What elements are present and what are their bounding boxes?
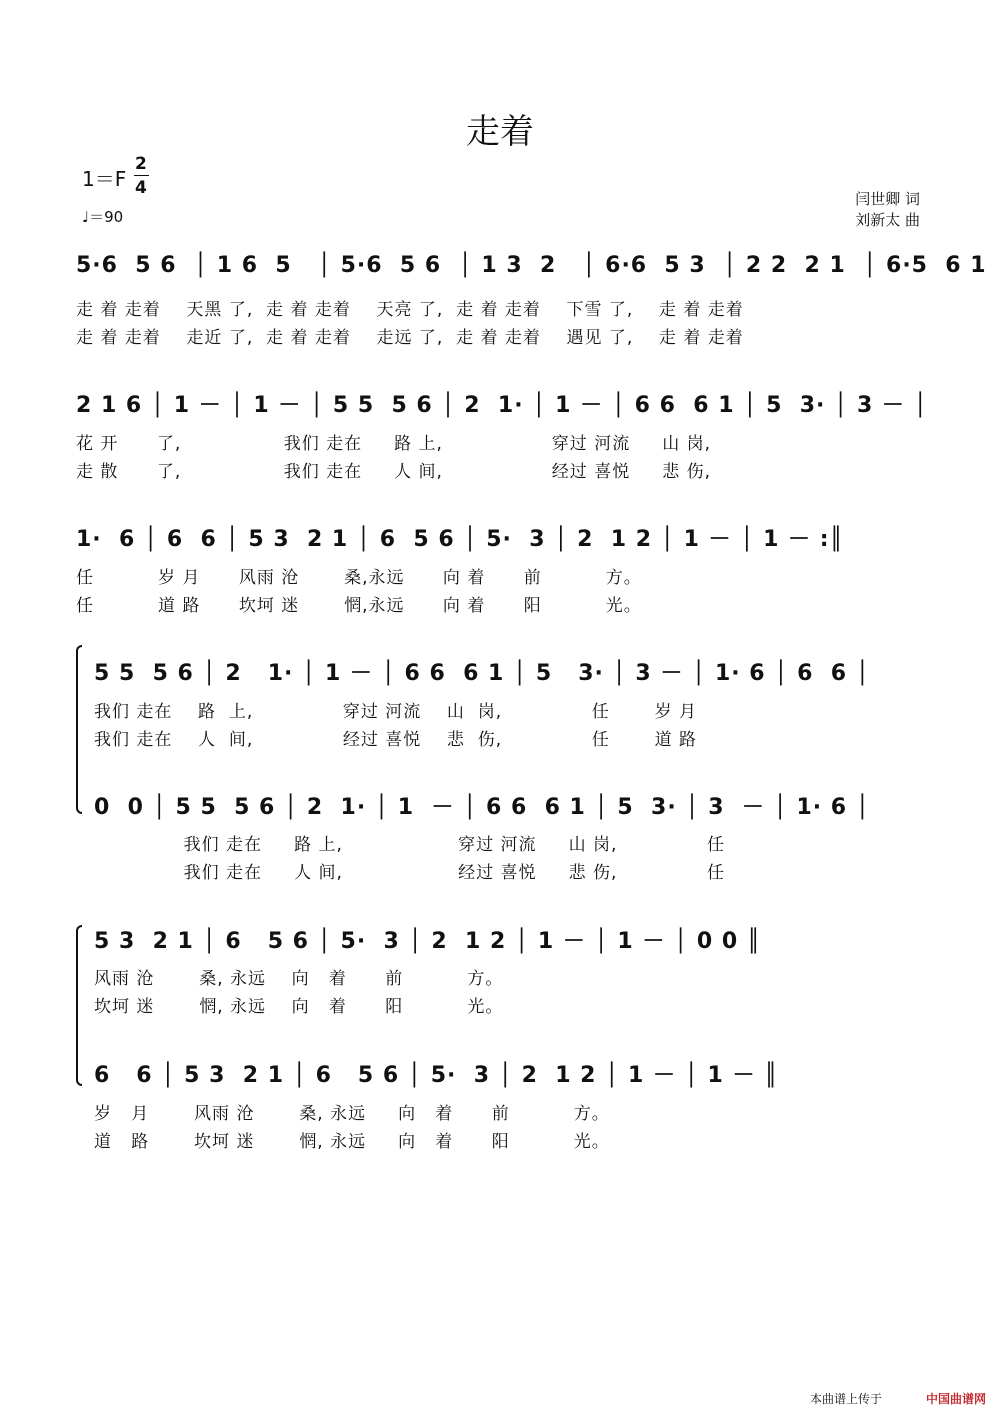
notation-line: 1· 6 │ 6 6 │ 5 3 2 1 │ 6 5 6 │ 5· 3 │ 2 1 2 │ 1 － │ 1 － :║ [76,527,844,552]
key-signature: 1＝F [82,167,127,191]
system-5 [94,790,870,821]
system-6 [94,924,761,955]
lyrics-verse-1: 走 着 走着 天黑 了, 走 着 走着 天亮 了, 走 着 走着 下雪 了, 走 着 走着 [76,300,744,320]
system-2 [76,388,928,419]
system-brace [76,645,82,814]
composer-credit: 刘新太 曲 [855,211,920,229]
notation-line: 2 1 6 │ 1 － │ 1 － │ 5 5 5 6 │ 2 1· │ 1 － │ 6 6 6 1 │ 5 3· │ 3 － │ [76,393,928,418]
lyrics-verse-2: 坎坷 迷 惘, 永远 向 着 阳 光。 [94,997,504,1017]
lyrics-verse-1: 任 岁 月 风雨 沧 桑,永远 向 着 前 方。 [76,568,642,588]
lyrics-verse-2: 任 道 路 坎坷 迷 惘,永远 向 着 阳 光。 [76,596,642,616]
lyrics-verse-1: 我们 走在 路 上, 穿过 河流 山 岗, 任 岁 月 [94,702,697,722]
lyricist-credit: 闫世卿 词 [855,190,920,208]
system-7 [94,1058,778,1089]
lyrics-verse-1: 花 开 了, 我们 走在 路 上, 穿过 河流 山 岗, [76,434,712,454]
notation-line: 0 0 │ 5 5 5 6 │ 2 1· │ 1 － │ 6 6 6 1 │ 5 3· │ 3 － │ 1· 6 │ [94,795,870,820]
lyrics-verse-2: 走 散 了, 我们 走在 人 间, 经过 喜悦 悲 伤, [76,462,712,482]
footer-upload-text: 本曲谱上传于 [809,1392,882,1406]
time-signature-top: 2 [135,154,147,174]
lyrics-verse-1: 我们 走在 路 上, 穿过 河流 山 岗, 任 [94,835,726,855]
lyrics-verse-2: 我们 走在 人 间, 经过 喜悦 悲 伤, 任 道 路 [94,730,697,750]
system-brace [76,925,82,1086]
site-logo[interactable]: 中国曲谱网 [925,1392,986,1406]
time-signature-bottom: 4 [135,178,147,198]
notation-line: 5 3 2 1 │ 6 5 6 │ 5· 3 │ 2 1 2 │ 1 － │ 1 － │ 0 0 ║ [94,929,762,954]
notation-line: 5·6 5 6 │ 1 6 5 │ 5·6 5 6 │ 1 3 2 │ 6·6 5 3 │ 2 2 2 1 │ 6·5 6 1 [76,253,987,278]
notation-line: 6 6 │ 5 3 2 1 │ 6 5 6 │ 5· 3 │ 2 1 2 │ 1 － │ 1 － ║ [94,1063,779,1088]
system-1 [76,253,987,278]
lyrics-verse-1: 岁 月 风雨 沧 桑, 永远 向 着 前 方。 [94,1104,610,1124]
lyrics-verse-2: 走 着 走着 走近 了, 走 着 走着 走远 了, 走 着 走着 遇见 了, 走 着 走着 [76,328,744,348]
page-title: 走着 [466,112,534,152]
time-signature-divider [134,175,149,176]
system-4 [94,656,870,687]
lyrics-verse-2: 道 路 坎坷 迷 惘, 永远 向 着 阳 光。 [94,1132,610,1152]
lyrics-verse-2: 我们 走在 人 间, 经过 喜悦 悲 伤, 任 [94,863,726,883]
system-3 [76,522,844,553]
tempo-marking: ♩＝90 [82,208,124,226]
notation-line: 5 5 5 6 │ 2 1· │ 1 － │ 6 6 6 1 │ 5 3· │ 3 － │ 1· 6 │ 6 6 │ [94,661,870,686]
lyrics-verse-1: 风雨 沧 桑, 永远 向 着 前 方。 [94,969,504,989]
